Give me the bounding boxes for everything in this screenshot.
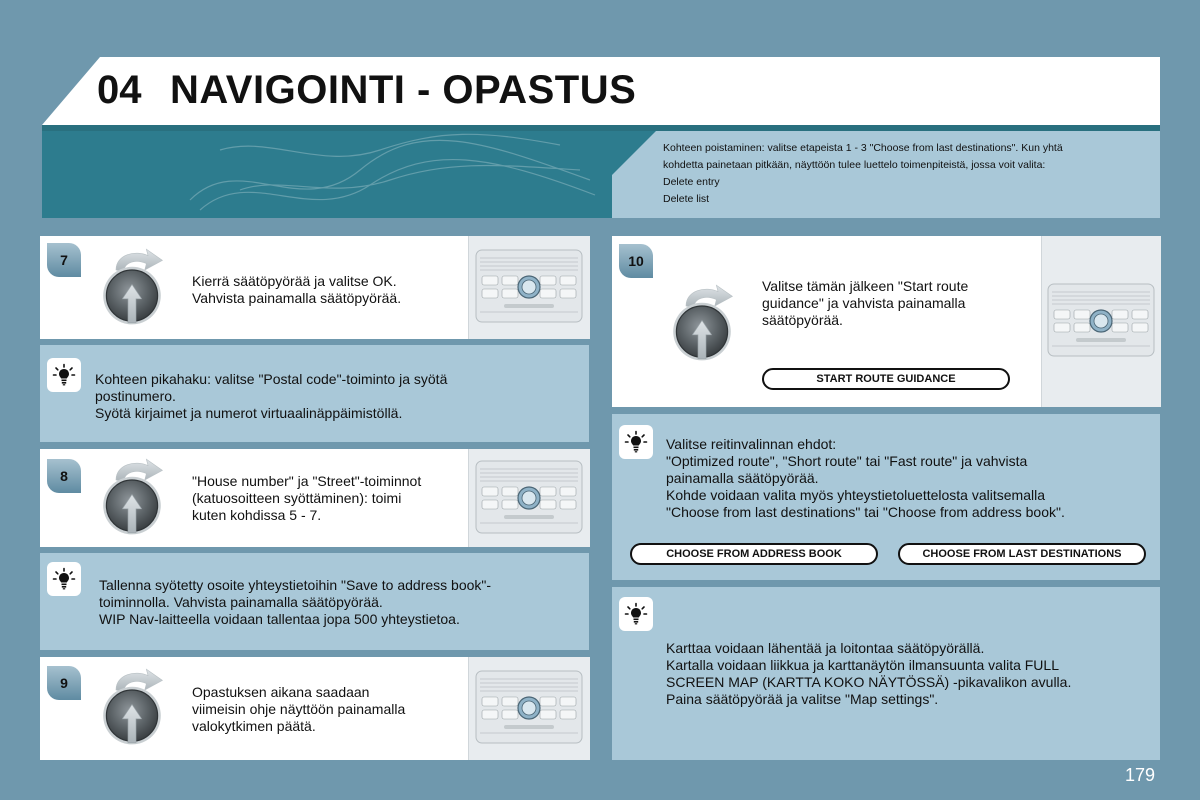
tip-text	[666, 640, 1071, 708]
page-number: 179	[1125, 765, 1156, 785]
step-text-line: Opastuksen aikana saadaan	[192, 684, 370, 700]
step-text-8	[192, 473, 421, 524]
tip-text-line: "Choose from last destinations" tai "Choose from address book".	[666, 504, 1065, 520]
tip-text-line: Tallenna syötetty osoite yhteystietoihin "Save to address book"-	[99, 577, 492, 593]
step-text-10	[762, 278, 968, 329]
tip-text-line: WIP Nav-laitteella voidaan tallentaa jopa 500 yhteystietoa.	[99, 611, 460, 627]
step-number-badge: 10	[619, 244, 653, 278]
tip-badge	[619, 425, 653, 459]
lightbulb-icon	[52, 363, 76, 387]
step-text-line: Valitse tämän jälkeen "Start route	[762, 278, 969, 294]
step-text-line: säätöpyörää.	[762, 312, 843, 328]
map-contour-decoration	[180, 130, 600, 215]
intro-line: Delete entry	[663, 176, 720, 188]
intro-line: kohdetta painetaan pitkään, näyttöön tulee luettelo toimenpiteistä, jossa voit valita:	[663, 159, 1046, 171]
start-route-guidance-button[interactable]: START ROUTE GUIDANCE	[762, 368, 1010, 390]
lightbulb-icon	[624, 602, 648, 626]
tip-text	[666, 436, 1065, 521]
step-text-line: viimeisin ohje näyttöön painamalla	[192, 701, 406, 717]
tip-text-line: Kartalla voidaan liikkua ja karttanäytön ilmansuunta valita FULL	[666, 657, 1059, 673]
rotary-knob-icon	[100, 450, 172, 542]
choose-from-address-book-button[interactable]: CHOOSE FROM ADDRESS BOOK	[630, 543, 878, 565]
tip-text-line: Karttaa voidaan lähentää ja loitontaa säätöpyörällä.	[666, 640, 985, 656]
step-text-line: kuten kohdissa 5 - 7.	[192, 507, 322, 523]
rotary-knob-icon	[670, 276, 742, 368]
lightbulb-icon	[52, 567, 76, 591]
step-text-line: Kierrä säätöpyörää ja valitse OK.	[192, 273, 397, 289]
tip-text-line: Valitse reitinvalinnan ehdot:	[666, 436, 837, 452]
chapter-number: 04	[97, 68, 142, 112]
radio-panel-icon	[474, 246, 584, 326]
step-text-9	[192, 684, 405, 735]
step-text-line: guidance" ja vahvista painamalla	[762, 295, 966, 311]
radio-panel-icon	[474, 457, 584, 537]
tip-text-line: "Optimized route", "Short route" tai "Fast route" ja vahvista	[666, 453, 1028, 469]
tip-text-line: Kohteen pikahaku: valitse "Postal code"-toiminto ja syötä	[95, 371, 448, 387]
intro-line: Kohteen poistaminen: valitse etapeista 1 - 3 "Choose from last destinations". Kun yhtä	[663, 142, 1063, 154]
intro-line: Delete list	[663, 193, 710, 205]
intro-text	[663, 140, 1143, 208]
step-text-line: valokytkimen päätä.	[192, 718, 316, 734]
tip-text	[95, 371, 447, 422]
rotary-knob-icon	[100, 240, 172, 332]
tip-text-line: postinumero.	[95, 388, 176, 404]
tip-badge	[47, 562, 81, 596]
page-title: NAVIGOINTI - OPASTUS	[170, 68, 637, 112]
tip-text-line: SCREEN MAP (KARTTA KOKO NÄYTÖSSÄ) -pikavalikon avulla.	[666, 674, 1072, 690]
step-number-badge: 8	[47, 459, 81, 493]
tip-badge	[47, 358, 81, 392]
radio-panel-icon	[474, 667, 584, 747]
tip-text-line: Syötä kirjaimet ja numerot virtuaalinäppäimistöllä.	[95, 405, 403, 421]
tip-text-line: Kohde voidaan valita myös yhteystietoluettelosta valitsemalla	[666, 487, 1045, 503]
tip-badge	[619, 597, 653, 631]
step-text-7	[192, 273, 401, 307]
tip-text-line: painamalla säätöpyörää.	[666, 470, 819, 486]
rotary-knob-icon	[100, 660, 172, 752]
step-text-line: "House number" ja "Street"-toiminnot	[192, 473, 422, 489]
step-text-line: Vahvista painamalla säätöpyörää.	[192, 290, 402, 306]
tip-text-line: Paina säätöpyörää ja valitse "Map settings".	[666, 691, 939, 707]
tip-text-line: toiminnolla. Vahvista painamalla säätöpyörää.	[99, 594, 383, 610]
choose-from-last-destinations-button[interactable]: CHOOSE FROM LAST DESTINATIONS	[898, 543, 1146, 565]
step-text-line: (katuosoitteen syöttäminen): toimi	[192, 490, 402, 506]
step-number-badge: 7	[47, 243, 81, 277]
tip-text	[99, 577, 491, 628]
step-number-badge: 9	[47, 666, 81, 700]
lightbulb-icon	[624, 430, 648, 454]
radio-panel-icon	[1046, 280, 1156, 360]
